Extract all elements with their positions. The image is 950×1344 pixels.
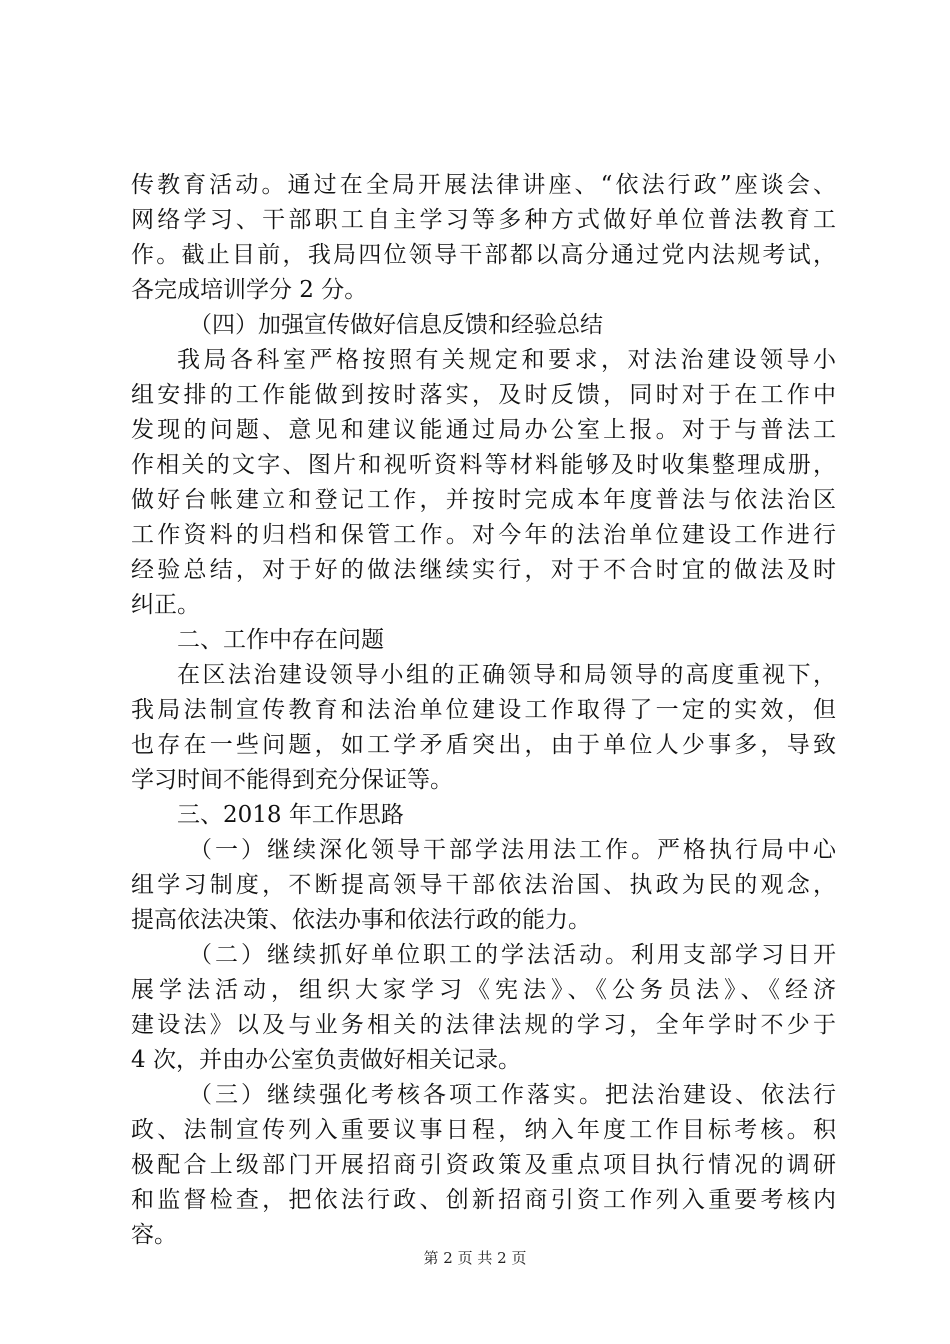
text-line: 和监督检查，把依法行政、创新招商引资工作列入重要考核内 <box>131 1187 836 1213</box>
text-line: 三、2018 年工作思路 <box>177 802 404 828</box>
text-line: 发现的问题、意见和建议能通过局办公室上报。对于与普法工 <box>131 417 836 443</box>
text-line: 4 次，并由办公室负责做好相关记录。 <box>131 1047 521 1073</box>
text-line: 工作资料的归档和保管工作。对今年的法治单位建设工作进行 <box>131 522 836 548</box>
text-line: 在区法治建设领导小组的正确领导和局领导的高度重视下， <box>177 662 836 688</box>
text-line: 作相关的文字、图片和视听资料等材料能够及时收集整理成册， <box>131 452 836 478</box>
text-line: 做好台帐建立和登记工作，并按时完成本年度普法与依法治区 <box>131 487 836 513</box>
text-line: 建设法》以及与业务相关的法律法规的学习，全年学时不少于 <box>131 1012 836 1038</box>
text-line: 我局法制宣传教育和法治单位建设工作取得了一定的实效，但 <box>131 697 836 723</box>
text-line: 容。 <box>131 1222 177 1248</box>
text-line: 也存在一些问题，如工学矛盾突出，由于单位人少事多，导致 <box>131 732 836 758</box>
text-line: 各完成培训学分 2 分。 <box>131 277 368 303</box>
text-line: 政、法制宣传列入重要议事日程，纳入年度工作目标考核。积 <box>131 1117 836 1143</box>
text-line: 我局各科室严格按照有关规定和要求，对法治建设领导小 <box>177 347 836 373</box>
document-body <box>131 168 836 1253</box>
text-line: 组安排的工作能做到按时落实，及时反馈，同时对于在工作中 <box>131 382 836 408</box>
text-line: 极配合上级部门开展招商引资政策及重点项目执行情况的调研 <box>131 1152 836 1178</box>
page-footer: 第 2 页 共 2 页 <box>423 1249 527 1267</box>
text-line: 传教育活动。通过在全局开展法律讲座、“依法行政”座谈会、 <box>131 172 836 198</box>
text-line: （二）继续抓好单位职工的学法活动。利用支部学习日开 <box>189 942 836 968</box>
text-line: 组学习制度，不断提高领导干部依法治国、执政为民的观念， <box>131 872 836 898</box>
text-line: 纠正。 <box>131 592 200 618</box>
text-line: 作。截止目前，我局四位领导干部都以高分通过党内法规考试， <box>131 242 836 268</box>
text-line: 经验总结，对于好的做法继续实行，对于不合时宜的做法及时 <box>131 557 836 583</box>
text-line: 二、工作中存在问题 <box>177 627 384 653</box>
text-line: （一）继续深化领导干部学法用法工作。严格执行局中心 <box>189 837 836 863</box>
text-line: 网络学习、干部职工自主学习等多种方式做好单位普法教育工 <box>131 207 836 233</box>
text-line: （三）继续强化考核各项工作落实。把法治建设、依法行 <box>189 1082 836 1108</box>
text-line: 学习时间不能得到充分保证等。 <box>131 767 453 793</box>
text-line: 提高依法决策、依法办事和依法行政的能力。 <box>131 907 591 933</box>
text-line: （四）加强宣传做好信息反馈和经验总结 <box>189 312 603 338</box>
text-line: 展学法活动，组织大家学习《宪法》、《公务员法》、《经济 <box>131 977 836 1003</box>
